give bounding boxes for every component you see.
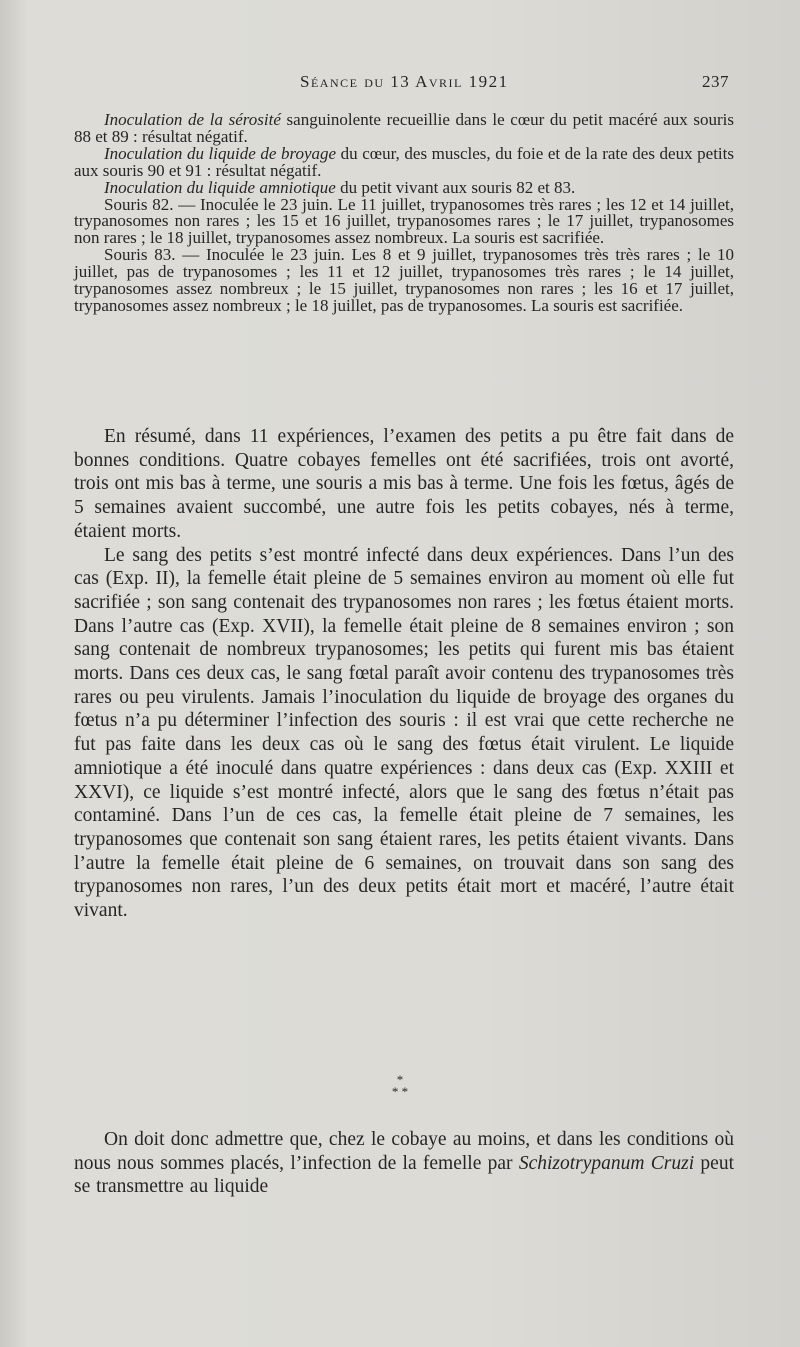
summary-section: [74, 425, 734, 923]
body-paragraph: En résumé, dans 11 expériences, l’examen des petits a pu être fait dans de bonnes conditions. Quatre cobayes femelles ont été sacrifiées, trois ont avorté, trois ont mis bas à terme, une souris a mis bas à terme. Une fois les fœtus, âgés de 5 semaines avaient succombé, une autre fois les petits cobayes, nés à terme, étaient morts.: [74, 426, 734, 542]
body-paragraph: Le sang des petits s’est montré infecté dans deux expériences. Dans l’un des cas (Exp. II), la femelle était pleine de 5 semaines environ au moment où elle fut sacrifiée ; son sang contenait des trypanosomes non rares ; les fœtus étaient morts. Dans l’autre cas (Exp. XVII), la femelle était pleine de 8 semaines environ ; son sang contenait de nombreux trypanosomes; les petits qui furent mis bas étaient morts. Dans ces deux cas, le sang fœtal paraît avoir contenu des trypanosomes très rares ou peu virulents. Jamais l’inoculation du liquide de broyage des organes du fœtus n’a pu déterminer l’infection des souris : il est vrai que cette recherche ne fut pas faite dans les deux cas où le sang des fœtus était virulent. Le liquide amniotique a été inoculé dans quatre expériences : dans deux cas (Exp. XXIII et XXVI), ce liquide s’est montré infecté, alors que le sang des fœtus n’était pas contaminé. Dans l’un de ces cas, la femelle était pleine de 7 semaines, les trypanosomes que contenait son sang étaient rares, les petits étaient vivants. Dans l’autre la femelle était pleine de 6 semaines, on trouvait dans son sang des trypanosomes non rares, l’un des deux petits était mort et macéré, l’autre était vivant.: [74, 544, 734, 922]
experiment-result: du petit vivant aux souris 82 et 83.: [335, 177, 576, 197]
experiment-note: [74, 143, 734, 180]
experiment-title: Inoculation du liquide amniotique: [104, 177, 336, 197]
experiment-note: [74, 112, 734, 146]
experiment-note: [74, 177, 734, 197]
section-separator: [360, 1074, 440, 1098]
separator-stars: * *: [391, 1084, 409, 1099]
conclusion-text-end: peut se transmettre au liquide: [74, 1152, 735, 1198]
experiment-title: Inoculation de la sérosité: [104, 110, 281, 129]
conclusion-text: On doit donc admettre que, chez le cobaye au moins, et dans les conditions où nous nous sommes placés, l’infection de la femelle par: [74, 1129, 734, 1174]
souris-note: Souris 83. — Inoculée le 23 juin. Les 8 et 9 juillet, trypanosomes très très rares ; le 10 juillet, pas de trypanosomes ; les 11 et 12 juillet, trypanosomes très rares ; le 14 juillet, trypanosomes assez nombreux ; le 15 juillet, trypanosomes non rares ; les 16 et 17 juillet, trypanosomes assez nombreux ; le 18 juillet, pas de trypanosomes. La souris est sacrifiée.: [74, 245, 734, 315]
running-head: Séance du 13 Avril 1921: [300, 72, 509, 91]
separator-star: *: [396, 1072, 404, 1087]
experiment-notes: [74, 112, 734, 315]
page-header: [0, 72, 800, 102]
conclusion-paragraph: [74, 1128, 734, 1199]
experiment-result: du cœur, des muscles, du foie et de la rate des deux petits aux souris 90 et 91 : résultat négatif.: [74, 143, 734, 180]
experiment-title: Inoculation du liquide de broyage: [104, 143, 337, 163]
souris-note: Souris 82. — Inoculée le 23 juin. Le 11 juillet, trypanosomes très rares ; les 12 et 14 juillet, trypanosomes non rares ; les 15 et 16 juillet, trypanosomes rares ; le 17 juillet, trypanosomes non rares ; le 18 juillet, trypanosomes assez nombreux. La souris est sacrifiée.: [74, 194, 734, 248]
page-number: 237: [702, 72, 729, 91]
species-name: Schizotrypanum Cruzi: [518, 1152, 695, 1174]
conclusion-section: [74, 1128, 734, 1199]
experiment-result: sanguinolente recueillie dans le cœur du petit macéré aux souris 88 et 89 : résultat négatif.: [74, 110, 735, 146]
